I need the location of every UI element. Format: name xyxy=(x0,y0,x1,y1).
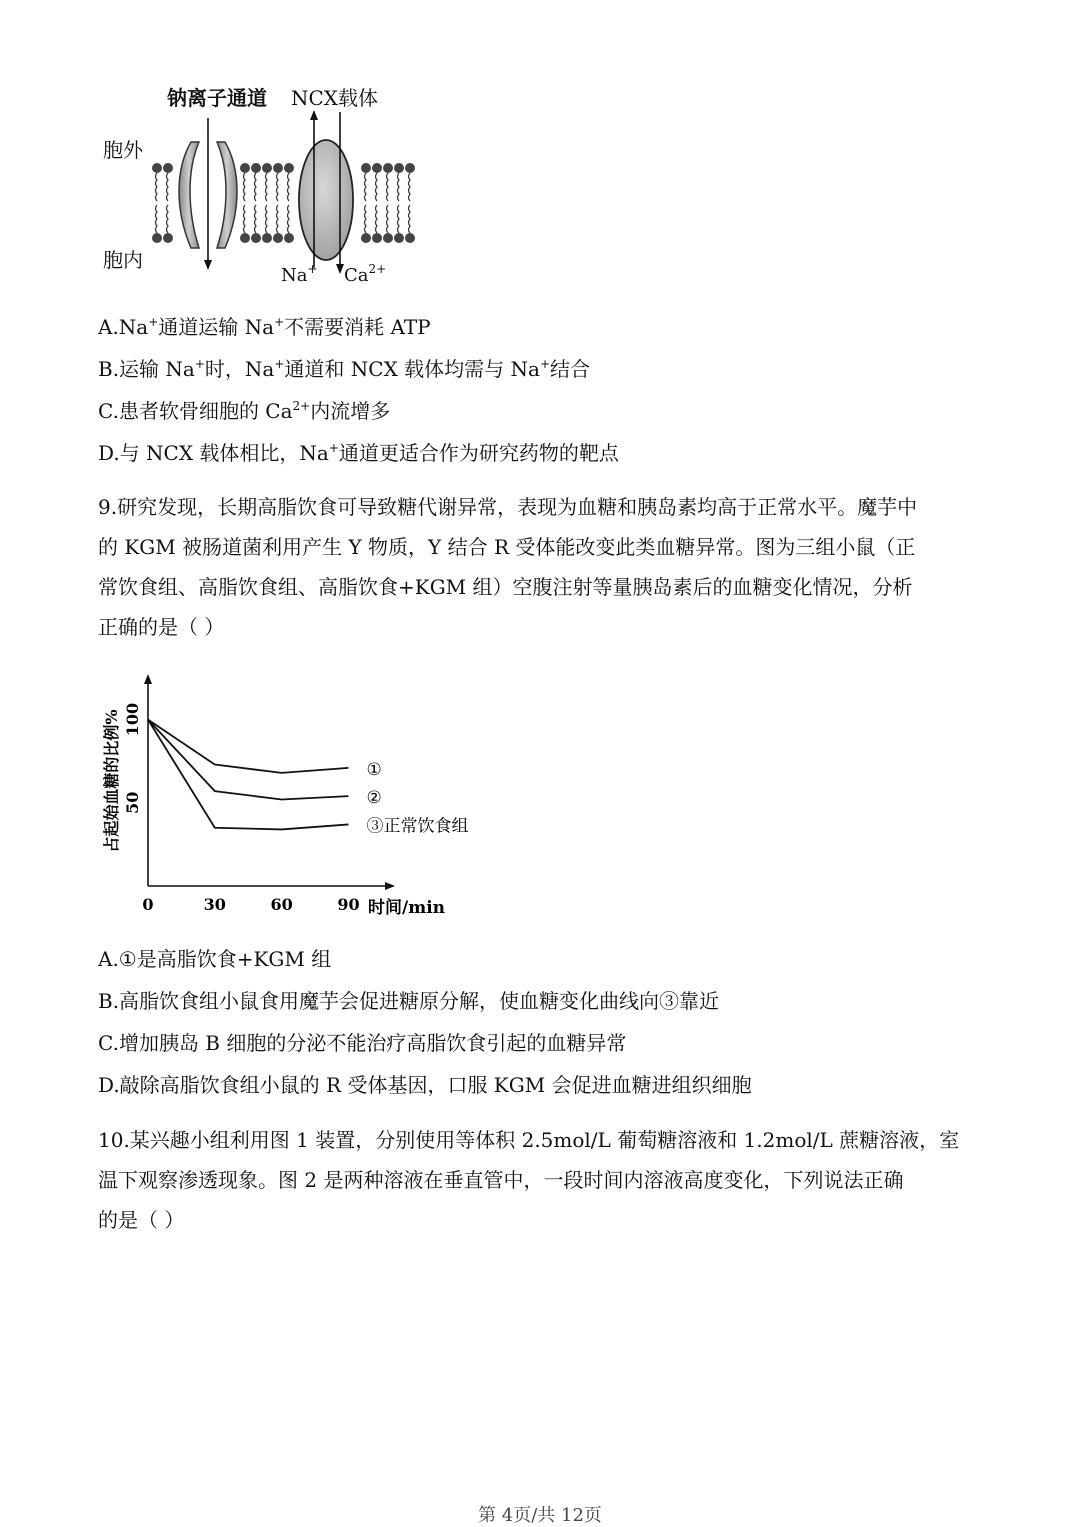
lipid-head xyxy=(251,233,261,243)
series-line-2 xyxy=(148,720,348,800)
lipid-head xyxy=(361,163,371,173)
q8-option-c: C.患者软骨细胞的 $Ca^{2+}$内流增多 xyxy=(98,399,391,423)
lipid-tail xyxy=(398,205,400,233)
lipid-tail xyxy=(387,173,389,201)
lipid-head xyxy=(240,163,250,173)
q8-option-d: D.与 NCX 载体相比，Na+通道更适合作为研究药物的靶点 xyxy=(98,441,619,465)
channel-label: 钠离子通道 xyxy=(167,86,267,110)
q8-option-b: B.运输 Na+时，Na+通道和 NCX 载体均需与 Na+结合 xyxy=(98,357,591,381)
q9-line: 常饮食组、高脂饮食组、高脂饮食+KGM 组）空腹注射等量胰岛素后的血糖变化情况，分析 xyxy=(98,575,913,599)
blood-glucose-chart xyxy=(95,668,469,923)
tick-layer xyxy=(123,703,360,914)
q8-option-a: A.Na+通道运输 Na+不需要消耗 ATP xyxy=(98,315,431,339)
q10-stem xyxy=(98,1120,983,1240)
page-footer: 第 4页/共 12页 xyxy=(478,1505,602,1526)
y-tick-label: 50 xyxy=(123,791,142,814)
q9-line: 的 KGM 被肠道菌利用产生 Y 物质，Y 结合 R 受体能改变此类血糖异常。图为三组小鼠（正 xyxy=(98,535,916,559)
lipid-tail xyxy=(409,205,411,233)
lipid-tail xyxy=(255,173,257,201)
ncx-up-arrow-head xyxy=(310,110,318,120)
q9-stem xyxy=(98,487,983,647)
lipid-tail xyxy=(409,173,411,201)
lipid-tail xyxy=(167,205,169,233)
lipid-tail xyxy=(244,173,246,201)
lipid-tail xyxy=(156,205,158,233)
lipid-tail xyxy=(167,173,169,201)
lipid-head xyxy=(405,163,415,173)
lipid-tail xyxy=(288,173,290,201)
membrane-diagram xyxy=(95,80,435,290)
q10-line: 10.某兴趣小组利用图 1 装置，分别使用等体积 2.5mol/L 葡萄糖溶液和 1.2mol/L 蔗糖溶液，室 xyxy=(98,1128,960,1152)
q9-option-b: B.高脂饮食组小鼠食用魔芋会促进糖原分解，使血糖变化曲线向③靠近 xyxy=(98,989,720,1013)
x-tick-label: 0 xyxy=(142,895,154,914)
lipid-tail xyxy=(266,173,268,201)
lipid-head xyxy=(163,233,173,243)
y-axis-label: 占起始血糖的比例% xyxy=(102,709,121,853)
q9-line: 9.研究发现，长期高脂饮食可导致糖代谢异常，表现为血糖和胰岛素均高于正常水平。魔芋中 xyxy=(98,495,918,519)
x-tick-label: 30 xyxy=(203,895,226,914)
lipid-tail xyxy=(376,173,378,201)
lipid-head xyxy=(405,233,415,243)
lipid-head xyxy=(383,233,393,243)
lipid-head xyxy=(273,163,283,173)
lipid-head xyxy=(361,233,371,243)
x-axis-arrow xyxy=(385,882,395,890)
q9-option-d: D.敲除高脂饮食组小鼠的 R 受体基因，口服 KGM 会促进血糖进组织细胞 xyxy=(98,1073,752,1097)
lipid-tail xyxy=(376,205,378,233)
series-line-3 xyxy=(148,720,348,830)
lipid-tail xyxy=(365,173,367,201)
inside-label: 胞内 xyxy=(103,248,143,272)
lipid-head xyxy=(152,233,162,243)
lipid-tail xyxy=(244,205,246,233)
y-axis-arrow xyxy=(144,674,152,684)
lipid-head xyxy=(262,233,272,243)
ion-ca-label: $Ca^{2+}$ xyxy=(344,262,387,286)
series-label-1: ① xyxy=(366,759,382,780)
chart-svg xyxy=(95,668,469,923)
lipid-tail xyxy=(365,205,367,233)
q10-line: 温下观察渗透现象。图 2 是两种溶液在垂直管中，一段时间内溶液高度变化，下列说法正确 xyxy=(98,1168,904,1192)
lipid-tail xyxy=(156,173,158,201)
lipid-head xyxy=(394,233,404,243)
x-tick-label: 90 xyxy=(337,895,360,914)
series-label-2: ② xyxy=(366,788,382,809)
lipid-head xyxy=(372,233,382,243)
lipid-head xyxy=(163,163,173,173)
series-layer xyxy=(148,720,468,837)
lipid-tail xyxy=(266,205,268,233)
lipid-tail xyxy=(387,205,389,233)
q9-option-a: A.①是高脂饮食+KGM 组 xyxy=(98,947,332,971)
lipid-head xyxy=(262,163,272,173)
outside-label: 胞外 xyxy=(103,138,143,162)
lipid-tail xyxy=(288,205,290,233)
carrier-label: NCX载体 xyxy=(291,86,379,110)
lipid-head xyxy=(240,233,250,243)
q9-line: 正确的是（ ） xyxy=(98,615,225,639)
q9-option-c: C.增加胰岛 B 细胞的分泌不能治疗高脂饮食引起的血糖异常 xyxy=(98,1031,627,1055)
x-axis-label: 时间/min xyxy=(368,898,446,918)
lipid-head xyxy=(383,163,393,173)
lipid-tail xyxy=(277,173,279,201)
lipid-head xyxy=(273,233,283,243)
channel-arrow-head xyxy=(204,260,212,270)
ncx-carrier xyxy=(299,140,353,260)
lipid-head xyxy=(251,163,261,173)
lipid-tail xyxy=(398,173,400,201)
series-line-1 xyxy=(148,720,348,773)
lipid-head xyxy=(152,163,162,173)
lipid-head xyxy=(372,163,382,173)
y-tick-label: 100 xyxy=(123,702,142,737)
membrane-figure xyxy=(95,80,435,290)
ion-na-label: Na+ xyxy=(281,262,318,286)
lipid-head xyxy=(284,163,294,173)
ncx-down-arrow-head xyxy=(336,264,344,274)
sodium-channel-right xyxy=(217,142,237,248)
lipid-tail xyxy=(277,205,279,233)
lipid-head xyxy=(284,233,294,243)
sodium-channel-left xyxy=(179,142,199,248)
lipid-tail xyxy=(255,205,257,233)
q10-line: 的是（ ） xyxy=(98,1208,185,1232)
lipid-head xyxy=(394,163,404,173)
series-label-3: ③正常饮食组 xyxy=(366,816,469,837)
x-tick-label: 60 xyxy=(270,895,293,914)
